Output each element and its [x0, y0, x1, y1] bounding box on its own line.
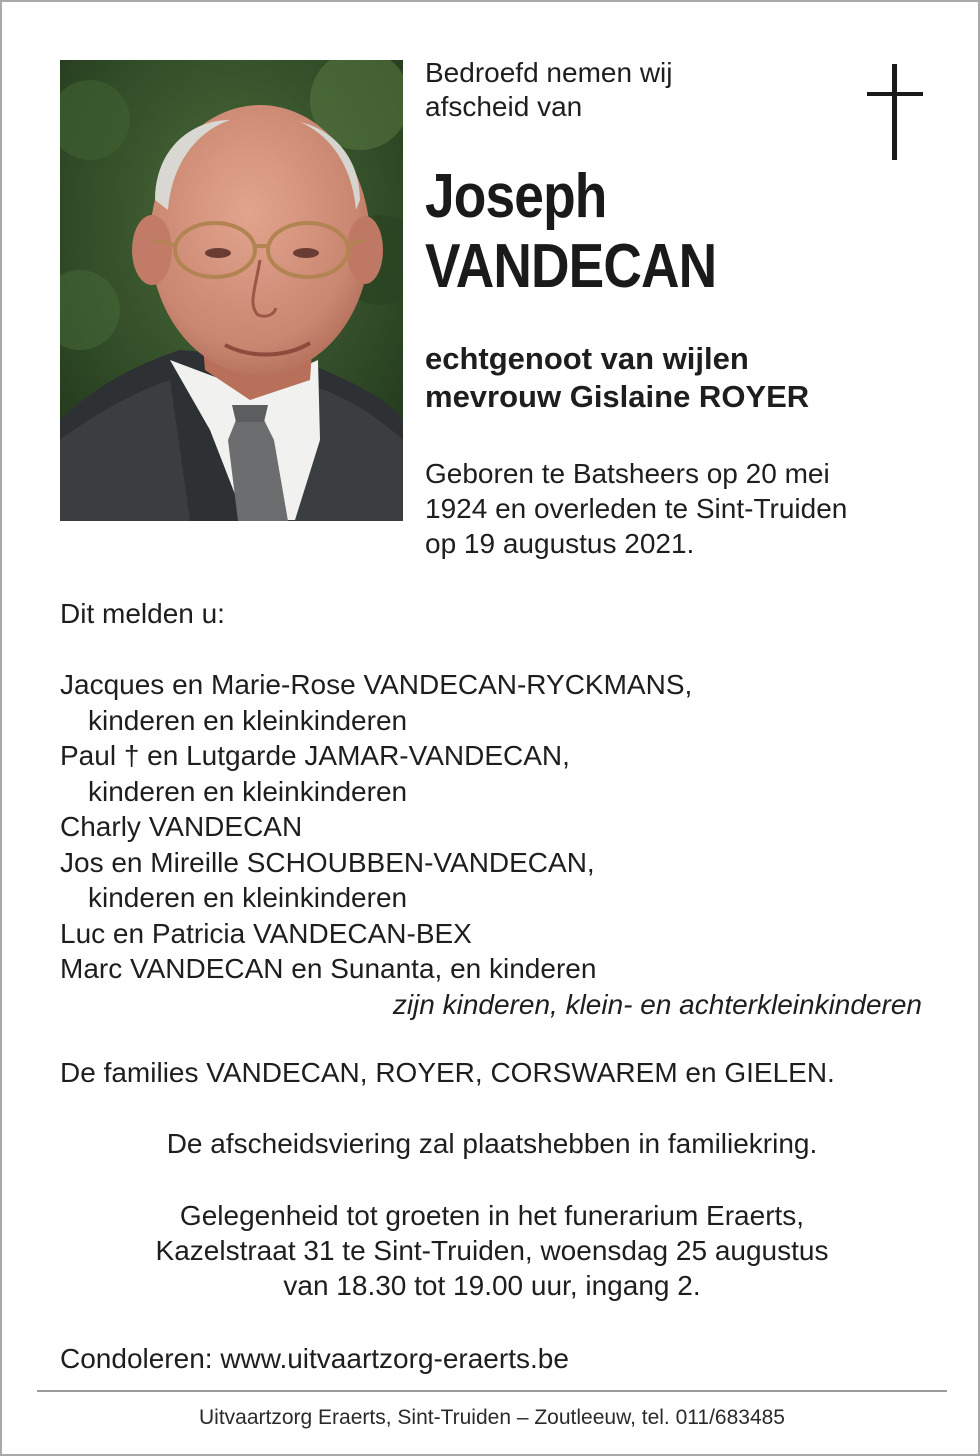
intro-line: Bedroefd nemen wij — [425, 57, 673, 88]
ceremony-text: De afscheidsviering zal plaatshebben in familiekring. — [166, 1128, 818, 1159]
family-member-sub: kinderen en kleinkinderen — [88, 704, 408, 736]
families-text: De families VANDECAN, ROYER, CORSWAREM en GIELEN. — [60, 1057, 835, 1088]
cross-icon — [867, 64, 923, 160]
spouse-info — [425, 340, 809, 416]
condolences-link[interactable]: Condoleren: www.uitvaartzorg-eraerts.be — [60, 1343, 569, 1374]
family-summary: zijn kinderen, klein- en achterkleinkinderen — [392, 988, 922, 1020]
family-member: Jacques en Marie-Rose VANDECAN-RYCKMANS, — [60, 669, 693, 700]
intro-line: afscheid van — [425, 91, 583, 122]
birth-line: 1924 en overleden te Sint-Truiden — [425, 493, 848, 524]
last-name: VANDECAN — [425, 232, 717, 301]
announce-text: Dit melden u: — [60, 598, 225, 629]
family-member-sub: kinderen en kleinkinderen — [88, 775, 408, 807]
intro-text — [425, 56, 672, 124]
visitation-line: Kazelstraat 31 te Sint-Truiden, woensdag 25 augustus — [155, 1235, 829, 1266]
spouse-line: echtgenoot van wijlen — [425, 341, 749, 376]
portrait-photo — [60, 60, 403, 521]
visitation-line: Gelegenheid tot groeten in het funerarium Eraerts, — [179, 1200, 805, 1231]
birth-line: op 19 augustus 2021. — [425, 528, 695, 559]
family-member: Jos en Mireille SCHOUBBEN-VANDECAN, — [60, 846, 595, 878]
family-member-sub: kinderen en kleinkinderen — [88, 882, 408, 913]
birth-line: Geboren te Batsheers op 20 mei — [425, 458, 830, 489]
spouse-line: mevrouw Gislaine ROYER — [425, 379, 810, 414]
family-member: Luc en Patricia VANDECAN-BEX — [60, 917, 472, 949]
visitation-info — [2, 1198, 980, 1303]
first-name: Joseph — [425, 162, 607, 231]
deceased-name — [425, 162, 716, 302]
family-member: Paul † en Lutgarde JAMAR-VANDECAN, — [60, 740, 570, 771]
footer-text: Uitvaartzorg Eraerts, Sint-Truiden – Zoutleeuw, tel. 011/683485 — [199, 1406, 785, 1429]
birth-death-info — [425, 456, 925, 561]
footer-divider — [37, 1390, 947, 1392]
family-list — [60, 667, 922, 1022]
family-member: Charly VANDECAN — [60, 811, 303, 842]
visitation-line: van 18.30 tot 19.00 uur, ingang 2. — [283, 1270, 701, 1301]
portrait-illustration — [60, 60, 403, 521]
family-member: Marc VANDECAN en Sunanta, en kinderen — [60, 953, 597, 984]
